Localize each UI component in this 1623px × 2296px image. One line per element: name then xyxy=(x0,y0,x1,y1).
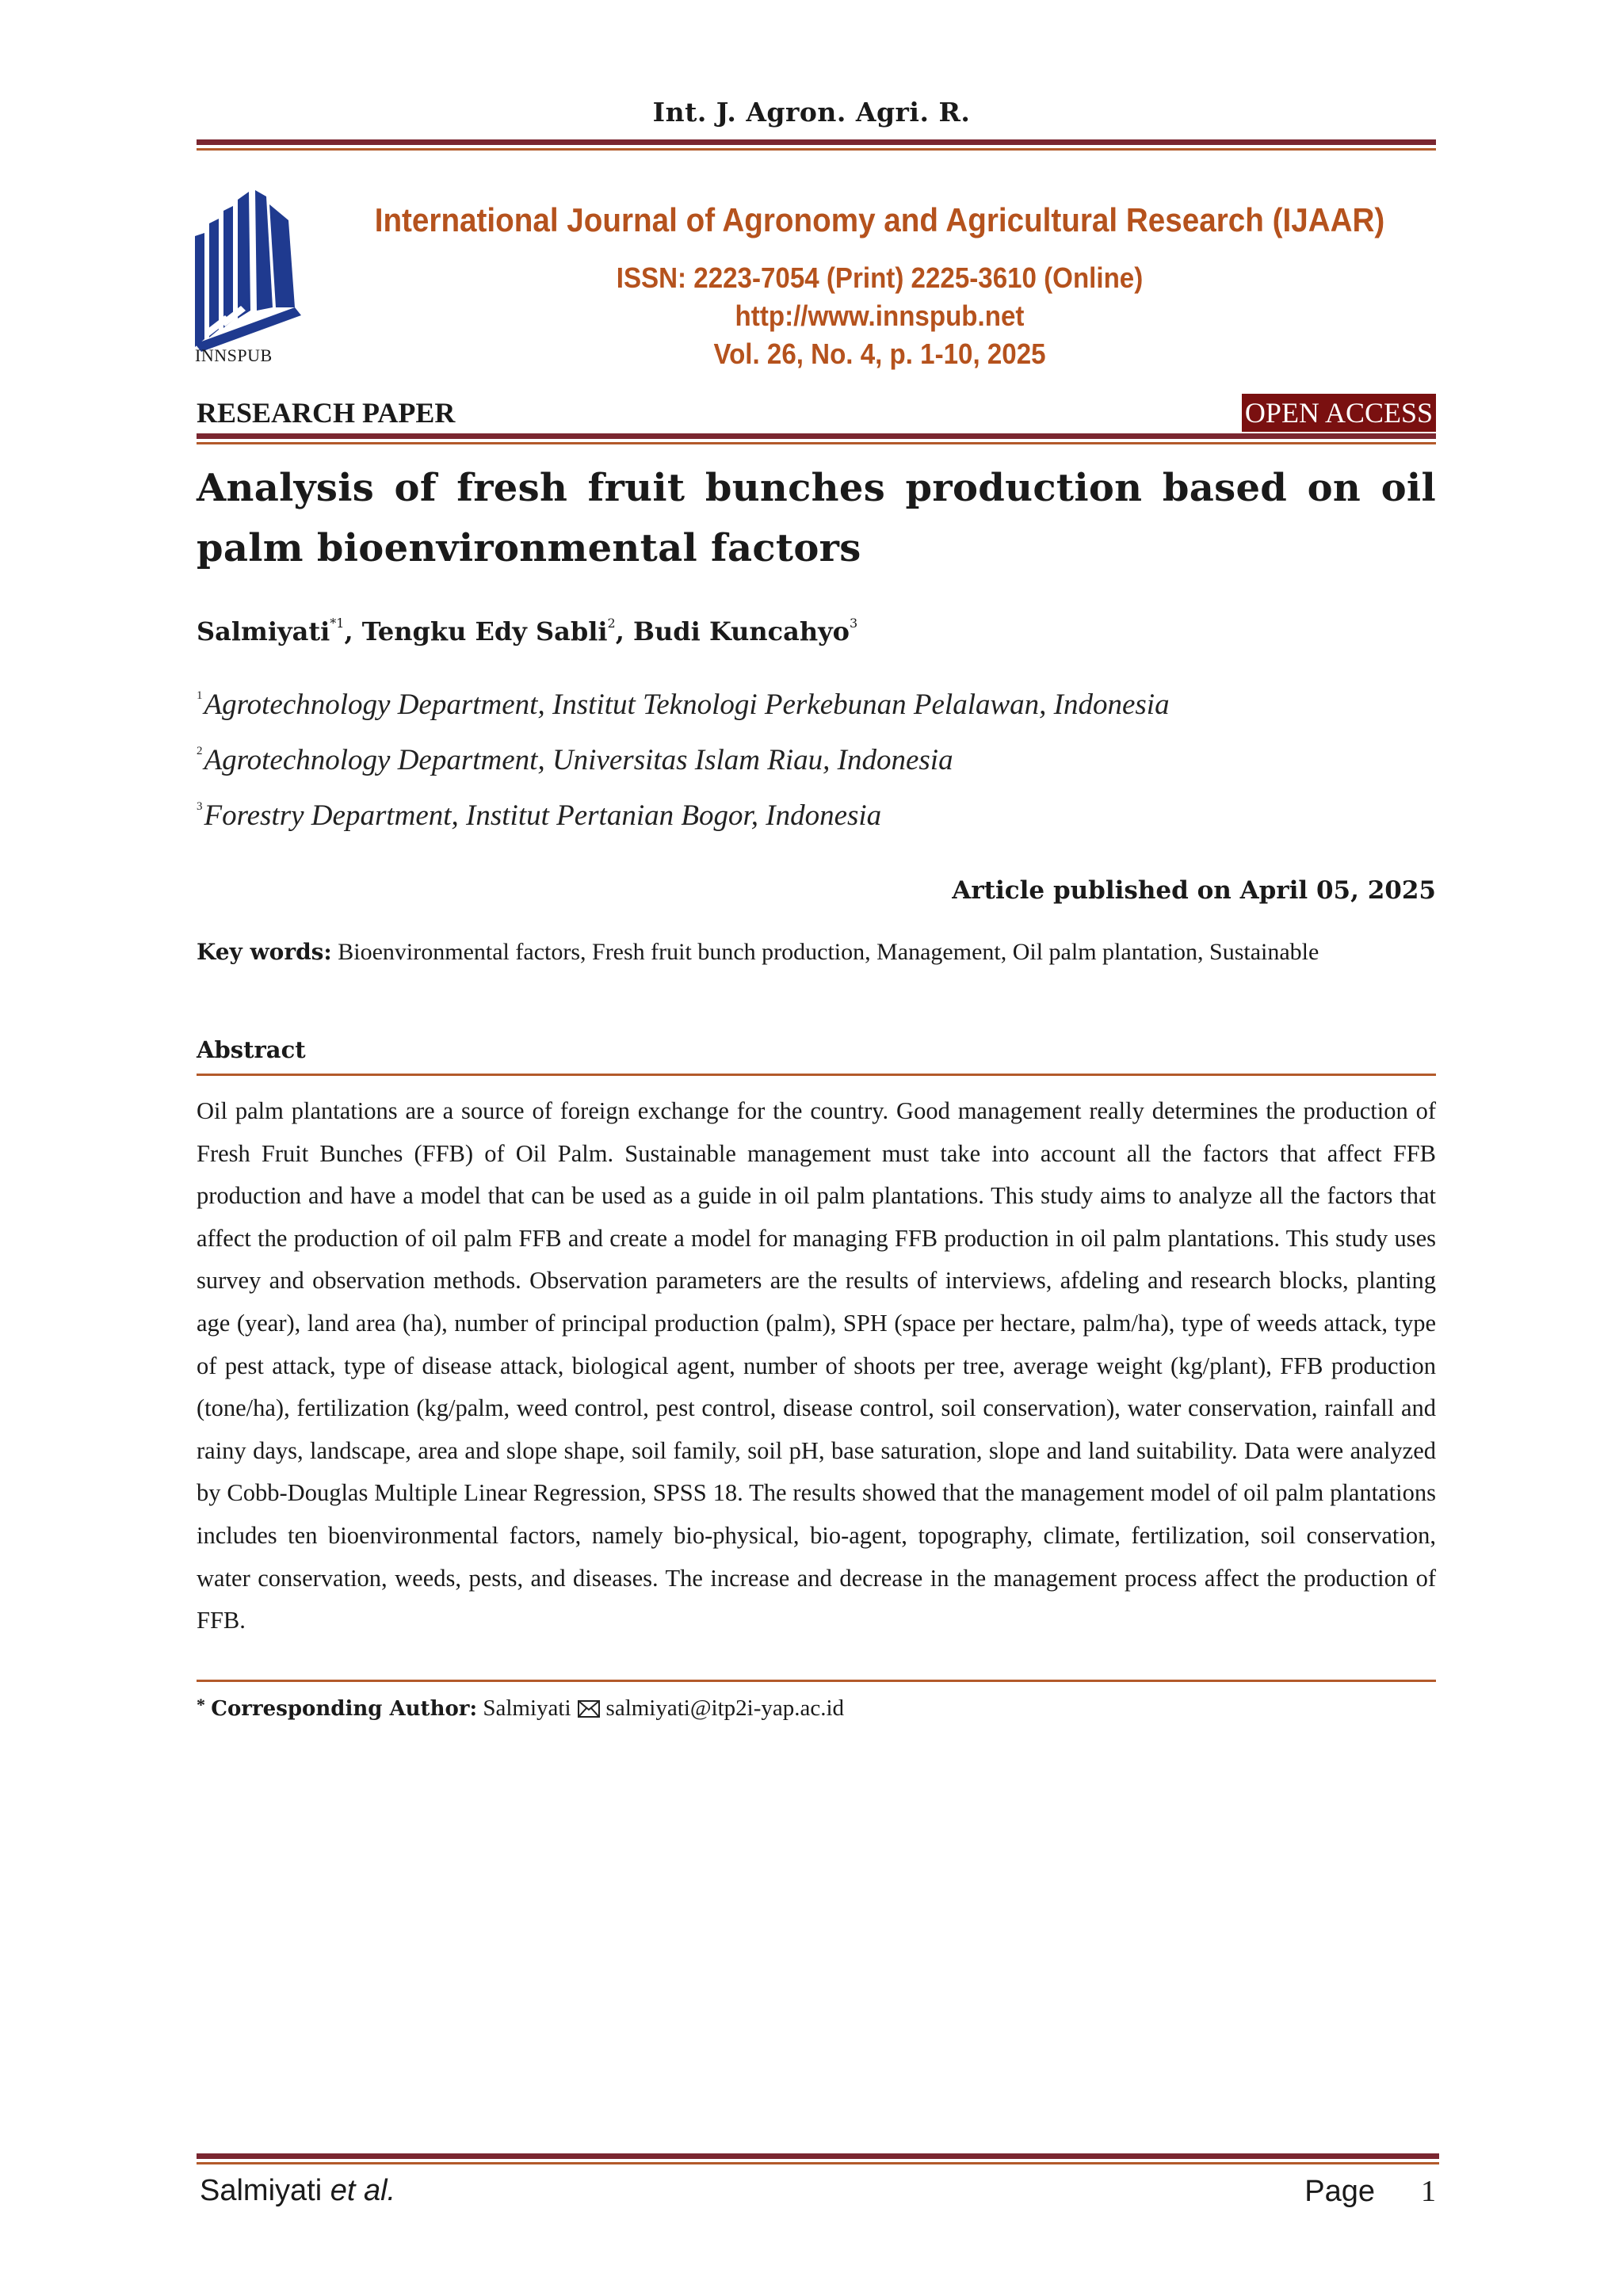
section-rule-thin xyxy=(197,442,1436,444)
footer-rule-thick xyxy=(197,2153,1439,2159)
running-head: Int. J. Agron. Agri. R. xyxy=(652,97,971,128)
affiliation-text: Agrotechnology Department, Institut Teknologi Perkebunan Pelalawan, Indonesia xyxy=(204,688,1170,721)
affiliation xyxy=(197,799,881,833)
publication-date: Article published on April 05, 2025 xyxy=(952,876,1436,905)
page-label: Page xyxy=(1304,2175,1375,2208)
author-name: Salmiyati xyxy=(197,616,330,646)
affiliation-number: 1 xyxy=(197,688,203,702)
journal-volume: Vol. 26, No. 4, p. 1-10, 2025 xyxy=(713,338,1046,370)
affiliation xyxy=(197,688,1170,722)
author-name: Tengku Edy Sabli xyxy=(361,616,608,646)
keywords-label: Key words: xyxy=(197,939,332,965)
keywords-text: Bioenvironmental factors, Fresh fruit bunch production, Management, Oil palm plantation, Sustainable xyxy=(338,939,1319,965)
innspub-logo-icon xyxy=(193,189,312,371)
corresponding-star: * xyxy=(197,1695,205,1714)
header-rule-thick xyxy=(197,139,1436,145)
affiliation-number: 2 xyxy=(197,744,203,757)
footer-author-name: Salmiyati xyxy=(200,2174,323,2207)
footer-rule-thin xyxy=(197,2162,1439,2164)
author-mark: 3 xyxy=(850,616,858,631)
section-rule-thick xyxy=(197,433,1436,439)
affiliation-text: Agrotechnology Department, Universitas Islam Riau, Indonesia xyxy=(204,744,953,776)
paper-type-label: RESEARCH PAPER xyxy=(197,397,456,429)
abstract-heading: Abstract xyxy=(197,1036,306,1063)
author-mark: *1 xyxy=(330,616,345,631)
footer-etal: et al. xyxy=(330,2174,396,2207)
abstract-top-rule xyxy=(197,1074,1436,1076)
paper-title: Analysis of fresh fruit bunches production based on oil palm bioenvironmental factors xyxy=(197,466,1436,570)
affiliation-text: Forestry Department, Institut Pertanian Bogor, Indonesia xyxy=(204,799,882,832)
abstract-body: Oil palm plantations are a source of foreign exchange for the country. Good management really determines the production of Fresh Fruit Bunches (FFB) of Oil Palm. Sustainable management must take into account all the factors that affect FFB production and have a model that can be used as a guide in oil palm plantations. This study aims to analyze all the factors that affect the production of oil palm FFB and create a model for managing FFB production in oil palm plantations. This study uses survey and observation methods. Observation parameters are the results of interviews, afdeling and research blocks, planting age (year), land area (ha), number of principal production (palm), SPH (space per hectare, palm/ha), type of weeds attack, type of pest attack, type of disease attack, biological agent, number of shoots per tree, average weight (kg/plant), FFB production (tone/ha), fertilization (kg/palm, weed control, pest control, disease control, soil conservation), water conservation, rainfall and rainy days, landscape, area and slope shape, soil family, soil pH, base saturation, slope and land suitability. Data were analyzed by Cobb-Douglas Multiple Linear Regression, SPSS 18. The results showed that the management model of oil palm plantations includes ten bioenvironmental factors, namely bio-physical, bio-agent, topography, climate, fertilization, soil conservation, water conservation, weeds, pests, and diseases. The increase and decrease in the management process affect the production of FFB. xyxy=(197,1097,1436,1634)
journal-url[interactable]: http://www.innspub.net xyxy=(735,299,1025,332)
footer-page xyxy=(1304,2174,1436,2209)
author-name: Budi Kuncahyo xyxy=(632,616,850,646)
affiliation xyxy=(197,743,953,777)
corresponding-author xyxy=(197,1695,844,1722)
author-mark: 2 xyxy=(607,616,616,631)
publisher-logo-text: INNSPUB xyxy=(195,345,273,365)
corresponding-name: Salmiyati xyxy=(483,1695,571,1721)
journal-issn: ISSN: 2223-7054 (Print) 2225-3610 (Online) xyxy=(616,261,1144,294)
journal-title: International Journal of Agronomy and Agricultural Research (IJAAR) xyxy=(374,201,1385,238)
affiliation-number: 3 xyxy=(197,799,203,813)
keywords xyxy=(197,932,1436,973)
corresponding-email[interactable]: salmiyati@itp2i-yap.ac.id xyxy=(605,1695,845,1721)
corresponding-label: Corresponding Author: xyxy=(211,1697,478,1721)
header-rule-thin xyxy=(197,148,1436,151)
abstract-bottom-rule xyxy=(197,1680,1436,1682)
page-number: 1 xyxy=(1421,2175,1436,2208)
author-list xyxy=(197,616,857,646)
open-access-badge: OPEN ACCESS xyxy=(1242,394,1436,432)
author-separator: , xyxy=(344,616,362,646)
footer-author xyxy=(200,2174,395,2208)
envelope-icon xyxy=(578,1700,600,1718)
author-separator: , xyxy=(615,616,633,646)
